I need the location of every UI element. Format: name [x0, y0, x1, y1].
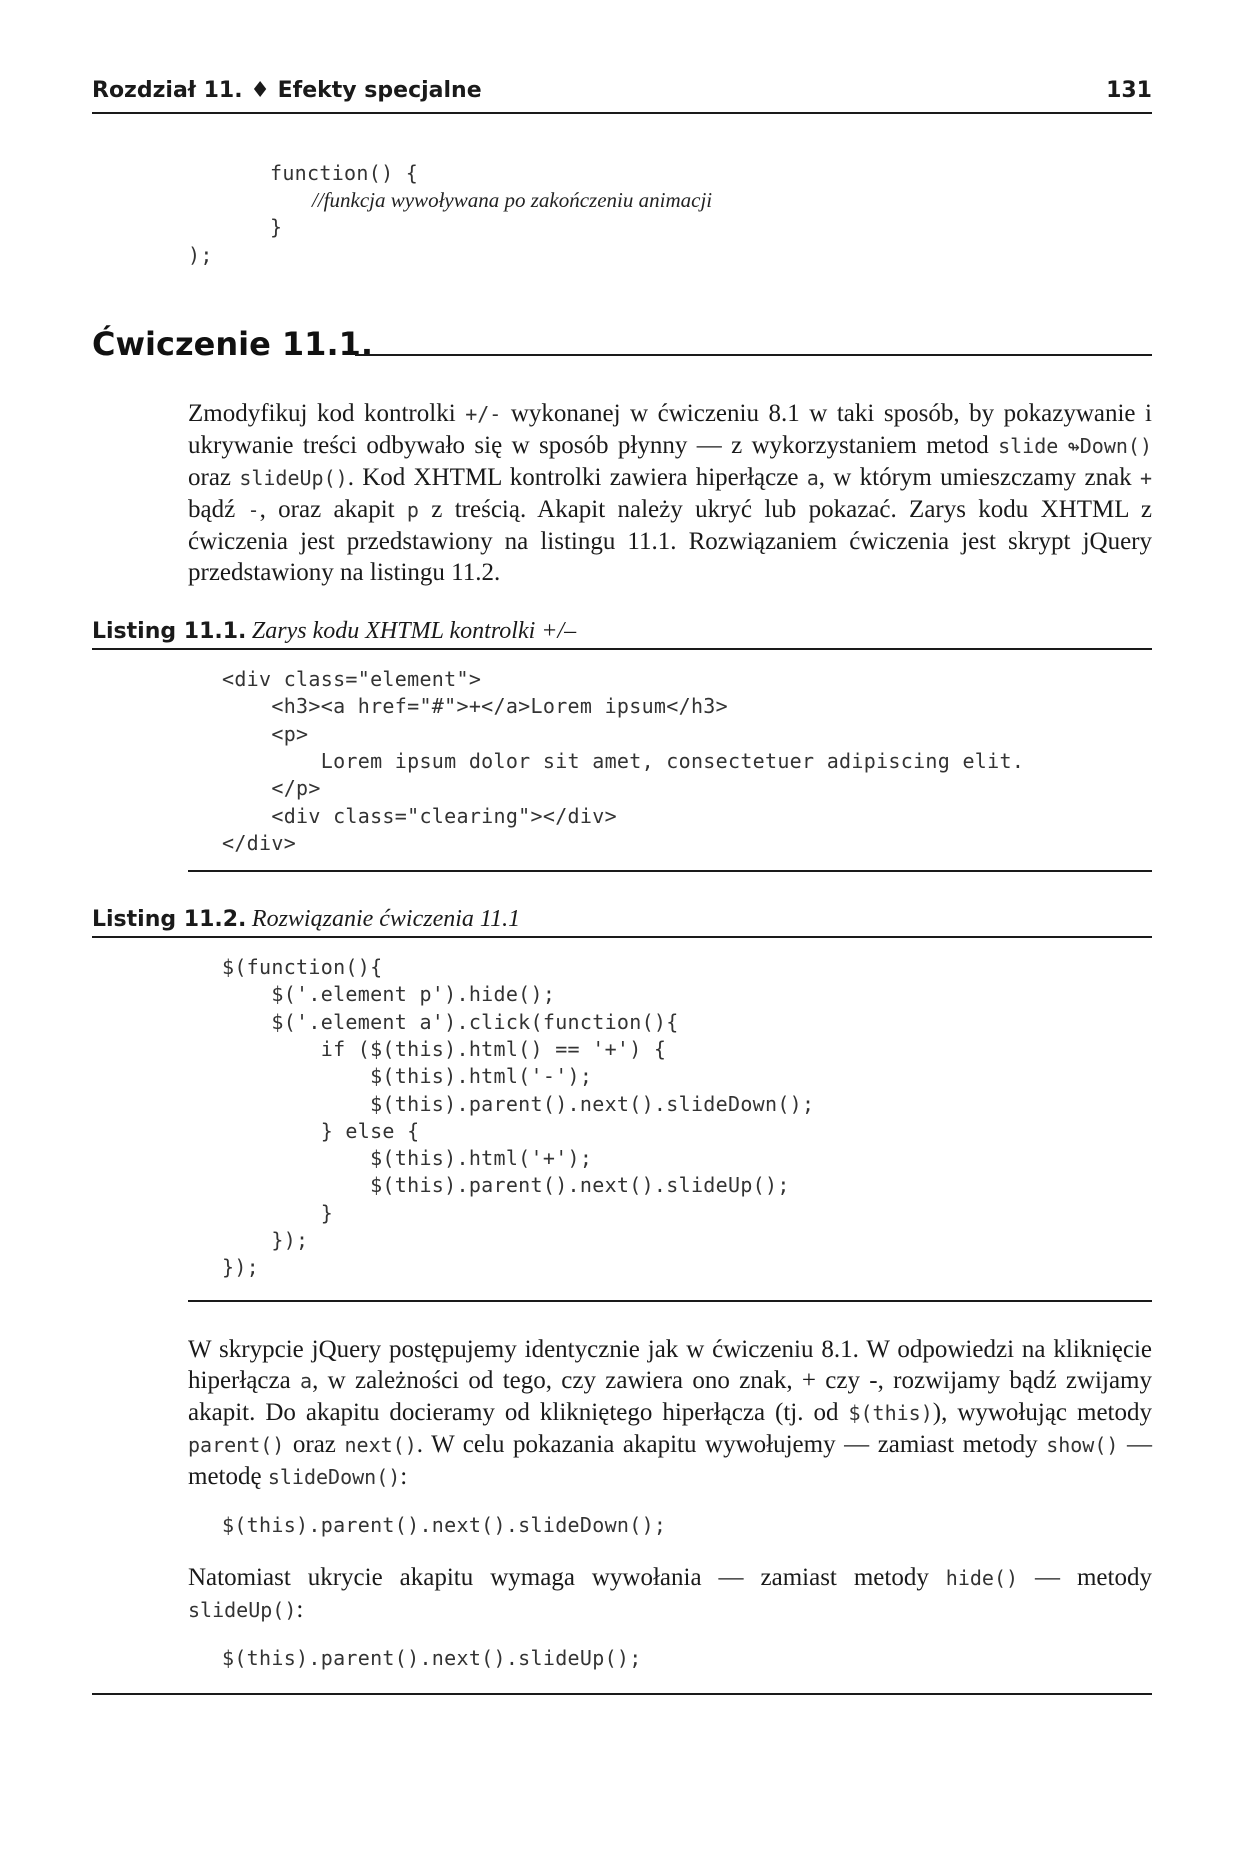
code-line: </div>: [222, 830, 297, 855]
code-line: }: [270, 215, 283, 239]
code-line: $(function(){: [222, 955, 383, 979]
page-number: 131: [1106, 78, 1152, 103]
code-line: <div class="clearing"></div>: [222, 803, 617, 828]
listing-rule: [92, 936, 1152, 938]
code-line: $(this).parent().next().slideUp();: [222, 1173, 790, 1198]
code-snippet: $(this).parent().next().slideDown();: [222, 1513, 667, 1537]
footer-rule: [92, 1693, 1152, 1695]
code-line: $(this).html('-');: [222, 1064, 593, 1089]
code-line: if ($(this).html() == '+') {: [222, 1036, 667, 1061]
code-line: <h3><a href="#">+</a>Lorem ipsum</h3>: [222, 694, 728, 719]
code-line: );: [188, 243, 213, 267]
code-line: } else {: [222, 1118, 420, 1143]
code-line: Lorem ipsum dolor sit amet, consectetuer adipiscing elit.: [222, 748, 1025, 773]
code-line: <div class="element">: [222, 667, 482, 691]
code-line: $(this).html('+');: [222, 1146, 593, 1171]
code-line: </p>: [222, 776, 321, 801]
code-comment: //funkcja wywoływana po zakończeniu animacji: [312, 188, 713, 212]
exercise-title: Ćwiczenie 11.1.: [92, 325, 374, 363]
header-rule: [92, 112, 1152, 114]
listing-title: Rozwiązanie ćwiczenia 11.1: [251, 906, 521, 932]
chapter-title: Rozdział 11. ♦ Efekty specjalne: [92, 78, 482, 103]
explanation-paragraph-2: Natomiast ukrycie akapitu wymaga wywołania — zamiast metody hide() — metody slideUp():: [188, 1564, 1152, 1623]
listing-caption: [92, 618, 576, 645]
explanation-paragraph: W skrypcie jQuery postępujemy identycznie jak w ćwiczeniu 8.1. W odpowiedzi na kliknięcie hiperłącza a, w zależności od tego, czy zawiera ono znak, + czy -, rozwijamy bądź zwijamy akapit. Do akapitu docieramy od klikniętego hiperłącza (tj. od $(this)), wywołując metody parent() oraz next(). W celu pokazania akapitu wywołujemy — zamiast metody show() — metodę slideDown():: [188, 1336, 1152, 1490]
code-line: $('.element a').click(function(){: [222, 1009, 679, 1034]
code-line: $('.element p').hide();: [222, 982, 556, 1007]
listing-label: Listing 11.1.: [92, 619, 247, 644]
code-line: <p>: [222, 721, 309, 746]
code-snippet: $(this).parent().next().slideUp();: [222, 1646, 642, 1670]
listing-end-rule: [188, 1300, 1152, 1302]
exercise-paragraph: Zmodyfikuj kod kontrolki +/- wykonanej w ćwiczeniu 8.1 w taki sposób, by pokazywanie i ukrywanie treści odbywało się w sposób płynny — z wykorzystaniem metod slide ↬Down() oraz slideUp(). Kod XHTML kontrolki zawiera hiperłącze a, w którym umieszczamy znak + bądź -, oraz akapit p z treścią. Akapit należy ukryć lub pokazać. Zarys kodu XHTML z ćwiczenia jest przedstawiony na listingu 11.1. Rozwiązaniem ćwiczenia jest skrypt jQuery przedstawiony na listingu 11.2.: [188, 400, 1153, 586]
code-line: $(this).parent().next().slideDown();: [222, 1091, 815, 1116]
listing-rule: [92, 648, 1152, 650]
code-line: }: [222, 1200, 334, 1225]
listing-caption: [92, 906, 520, 933]
code-line: });: [222, 1228, 309, 1252]
code-line: });: [222, 1255, 260, 1280]
running-header: [92, 78, 1152, 112]
listing-label: Listing 11.2.: [92, 907, 247, 932]
listing-end-rule: [188, 870, 1152, 872]
listing-title: Zarys kodu XHTML kontrolki +/–: [251, 618, 577, 644]
code-line: function() {: [270, 161, 419, 185]
title-rule: [355, 354, 1152, 356]
